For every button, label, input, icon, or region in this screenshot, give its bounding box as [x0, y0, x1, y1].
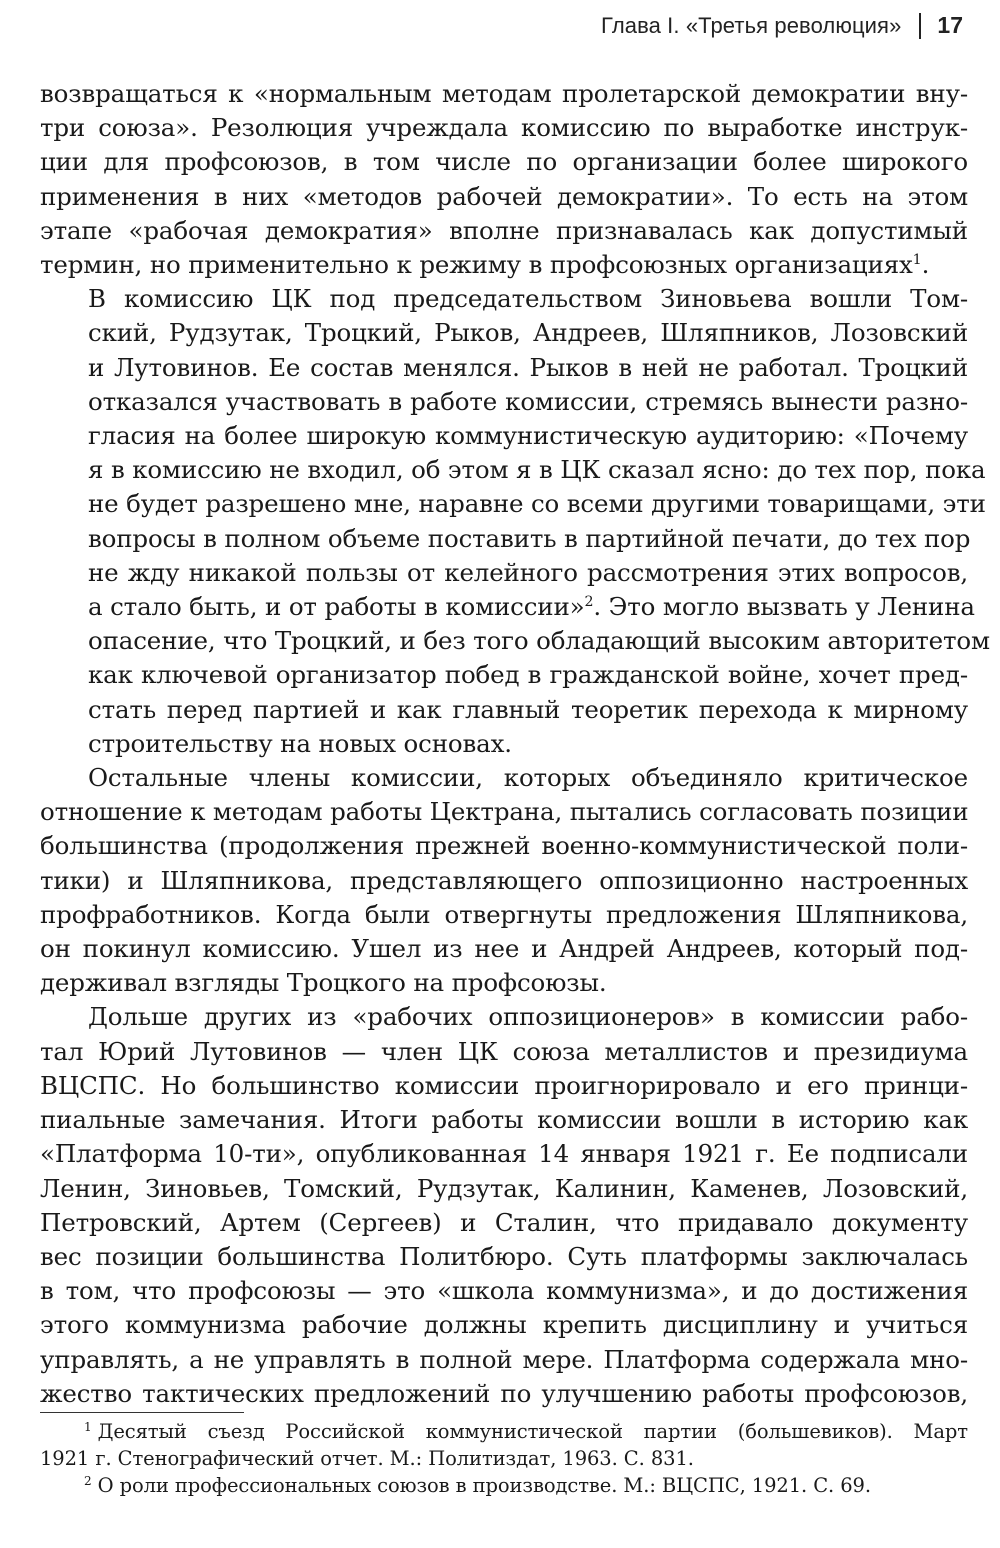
text-line: В комиссию ЦК под председательством Зиновьева вошли Том-	[88, 284, 968, 314]
footnote-mark: 1	[84, 1419, 92, 1434]
text-line	[40, 590, 975, 624]
text-line: как ключевой организатор побед в гражданской войне, хочет пред-	[88, 660, 968, 690]
text-fragment: . Это могло вызвать у Ленина	[593, 592, 975, 622]
text-line: отказался участвовать в работе комиссии, стремясь вынести разно-	[88, 386, 968, 416]
text-line: не будет разрешено мне, наравне со всеми другими товарищами, эти	[88, 489, 986, 519]
header-separator	[919, 13, 921, 39]
text-fragment: а стало быть, и от работы в комиссии»	[88, 592, 585, 622]
text-line: и Лутовинов. Ее состав менялся. Рыков в ней не работал. Троцкий	[88, 352, 968, 382]
text-line: стать перед партией и как главный теоретик перехода к мирному	[88, 694, 968, 724]
footnote-ref-2[interactable]: 2	[584, 593, 594, 610]
text-line: возвращаться к «нормальным методам пролетарской демократии вну-	[40, 79, 968, 108]
body-text	[40, 77, 990, 1411]
paragraph-2	[40, 282, 990, 761]
text-line: ции для профсоюзов, в том числе по организации более широкого	[40, 147, 968, 177]
footnote-text: О роли профессиональных союзов в производстве. М.: ВЦСПС, 1921. С. 69.	[97, 1474, 871, 1497]
text-line: тал Юрий Лутовинов — член ЦК союза металлистов и президиума	[40, 1036, 968, 1066]
text-line: Дольше других из «рабочих оппозиционеров» в комиссии рабо-	[88, 1002, 968, 1032]
footnote-1	[40, 1418, 968, 1472]
text-line: он покинул комиссию. Ушел из нее и Андрей Андреев, который под-	[40, 934, 968, 964]
text-line: этапе «рабочая демократия» вполне признавалась как допустимый	[40, 215, 968, 245]
footnote-divider	[40, 1412, 244, 1413]
text-line: Ленин, Зиновьев, Томский, Рудзутак, Калинин, Каменев, Лозовский,	[40, 1173, 968, 1203]
text-line: три союза». Резолюция учреждала комиссию по выработке инструк-	[40, 113, 968, 143]
text-line: я в комиссию не входил, об этом я в ЦК сказал ясно: до тех пор, пока	[88, 455, 986, 485]
text-line: применения в них «методов рабочей демократии». То есть на этом	[40, 181, 968, 211]
text-line: гласия на более широкую коммунистическую аудиторию: «Почему	[88, 421, 968, 451]
footnote-ref-1[interactable]: 1	[912, 251, 922, 268]
paragraph-3	[40, 761, 968, 1000]
text-line: не жду никакой пользы от келейного рассмотрения этих вопросов,	[88, 557, 968, 587]
text-line: ский, Рудзутак, Троцкий, Рыков, Андреев, Шляпников, Лозовский	[88, 318, 968, 348]
text-line: Петровский, Артем (Сергеев) и Сталин, что придавало документу	[40, 1207, 968, 1237]
text-line: этого коммунизма рабочие должны крепить дисциплину и учиться	[40, 1310, 968, 1340]
footnote-line	[40, 1472, 968, 1499]
text-line: строительству на новых основах.	[88, 728, 512, 758]
text-line: «Платформа 10-ти», опубликованная 14 января 1921 г. Ее подписали	[40, 1139, 968, 1169]
text-fragment: термин, но применительно к режиму в профсоюзных организациях	[40, 250, 913, 280]
text-line: держивал взгляды Троцкого на профсоюзы.	[40, 968, 607, 998]
text-line: вес позиции большинства Политбюро. Суть платформы заключалась	[40, 1241, 968, 1271]
text-line: управлять, а не управлять в полной мере. Платформа содержала мно-	[40, 1344, 968, 1374]
chapter-title: Глава I. «Третья революция»	[601, 12, 902, 38]
text-line: опасение, что Троцкий, и без того обладающий высоким авторитетом	[88, 626, 990, 656]
footnote-line: 1921 г. Стенографический отчет. М.: Политиздат, 1963. С. 831.	[40, 1447, 694, 1470]
text-line: ВЦСПС. Но большинство комиссии проигнорировало и его принци-	[40, 1070, 968, 1100]
text-line: вопросы в полном объеме поставить в партийной печати, до тех пор	[88, 523, 971, 553]
text-line: профработников. Когда были отвергнуты предложения Шляпникова,	[40, 899, 968, 929]
footnote-mark: 2	[84, 1473, 92, 1488]
footnotes	[40, 1418, 968, 1499]
text-line: отношение к методам работы Цектрана, пытались согласовать позиции	[40, 797, 969, 827]
text-line: большинства (продолжения прежней военно-коммунистической поли-	[40, 831, 968, 861]
page-number: 17	[937, 12, 963, 38]
text-line: Остальные члены комиссии, которых объединяло критическое	[88, 763, 968, 793]
text-line: жество тактических предложений по улучшению работы профсоюзов,	[40, 1378, 968, 1408]
footnote-2	[40, 1472, 968, 1499]
footnote-line	[40, 1418, 968, 1445]
footnote-text: Десятый съезд Российской коммунистической партии (большевиков). Март	[97, 1420, 968, 1443]
paragraph-4	[40, 1000, 968, 1410]
text-line: тики) и Шляпникова, представляющего оппозиционно настроенных	[40, 865, 968, 895]
text-line: термин, но применительно к режиму в профсоюзных организациях$^1$.	[40, 250, 930, 280]
paragraph-1	[40, 77, 968, 282]
running-head	[601, 12, 963, 39]
text-line: пиальные замечания. Итоги работы комиссии вошли в историю как	[40, 1105, 968, 1135]
text-line: в том, что профсоюзы — это «школа коммунизма», и до достижения	[40, 1276, 968, 1306]
